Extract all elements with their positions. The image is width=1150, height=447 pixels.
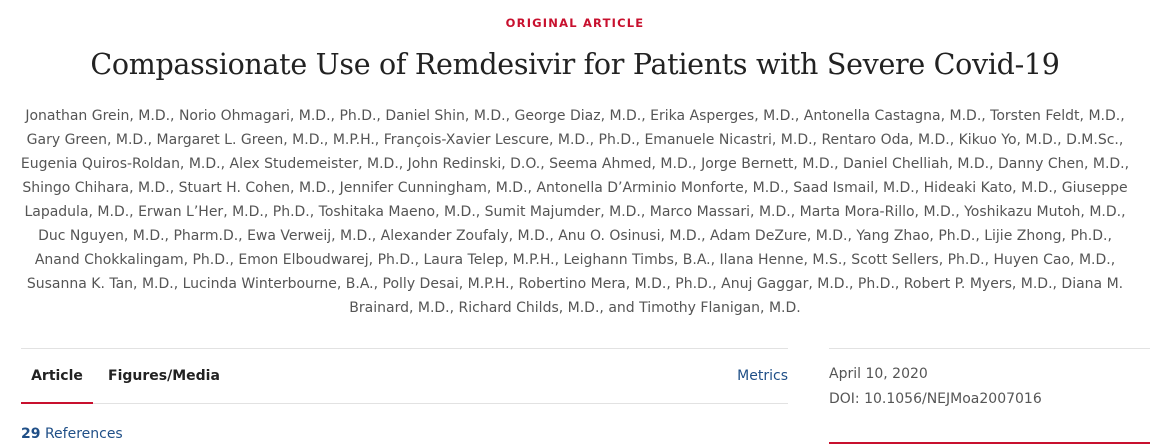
tab-article[interactable]	[21, 349, 93, 403]
doi-text: DOI: 10.1056/NEJMoa2007016	[829, 391, 1042, 407]
references-link[interactable]	[21, 426, 123, 442]
references-label: References	[44, 426, 123, 442]
article-tab-bar	[21, 348, 788, 404]
active-tab-indicator	[21, 402, 93, 404]
sidebar-divider	[829, 348, 1150, 349]
tab-figures-media-label: Figures/Media	[108, 368, 220, 384]
metrics-link[interactable]: Metrics	[737, 368, 788, 384]
article-title: Compassionate Use of Remdesivir for Patients with Severe Covid-19	[90, 48, 1060, 81]
references-count: 29	[21, 426, 41, 442]
author-list: Jonathan Grein, M.D., Norio Ohmagari, M.D., Ph.D., Daniel Shin, M.D., George Diaz, M.D., Erika Asperges, M.D., Antonella Castagna, M.D., Torsten Feldt, M.D., Gary Green, M.D., Margaret L. Green, M.D., M.P.H., François-Xavier Lescure, M.D., Ph.D., Emanuele Nicastri, M.D., Rentaro Oda, M.D., Kikuo Yo, M.D., D.M.Sc., Eugenia Quiros-Roldan, M.D., Alex Studemeister, M.D., John Redinski, D.O., Seema Ahmed, M.D., Jorge Bernett, M.D., Daniel Chelliah, M.D., Danny Chen, M.D., Shingo Chihara, M.D., Stuart H. Cohen, M.D., Jennifer Cunningham, M.D., Antonella D’Arminio Monforte, M.D., Saad Ismail, M.D., Hideaki Kato, M.D., Giuseppe Lapadula, M.D., Erwan L’Her, M.D., Ph.D., Toshitaka Maeno, M.D., Sumit Majumder, M.D., Marco Massari, M.D., Marta Mora-Rillo, M.D., Yoshikazu Mutoh, M.D., Duc Nguyen, M.D., Pharm.D., Ewa Verweij, M.D., Alexander Zoufaly, M.D., Anu O. Osinusi, M.D., Adam DeZure, M.D., Yang Zhao, Ph.D., Lijie Zhong, Ph.D., Anand Chokkalingam, Ph.D., Emon Elboudwarej, Ph.D., Laura Telep, M.P.H., Leighann Timbs, B.A., Ilana Henne, M.S., Scott Sellers, Ph.D., Huyen Cao, M.D., Susanna K. Tan, M.D., Lucinda Winterbourne, B.A., Polly Desai, M.P.H., Robertino Mera, M.D., Ph.D., Anuj Gaggar, M.D., Ph.D., Robert P. Myers, M.D., Diana M. Brainard, M.D., Richard Childs, M.D., and Timothy Flanigan, M.D.	[20, 108, 1130, 316]
publication-date: April 10, 2020	[829, 366, 928, 382]
sidebar-accent-rule	[829, 442, 1150, 444]
tab-article-label: Article	[31, 368, 83, 384]
article-type-label: ORIGINAL ARTICLE	[505, 16, 645, 30]
tab-figures-media[interactable]	[108, 349, 220, 403]
